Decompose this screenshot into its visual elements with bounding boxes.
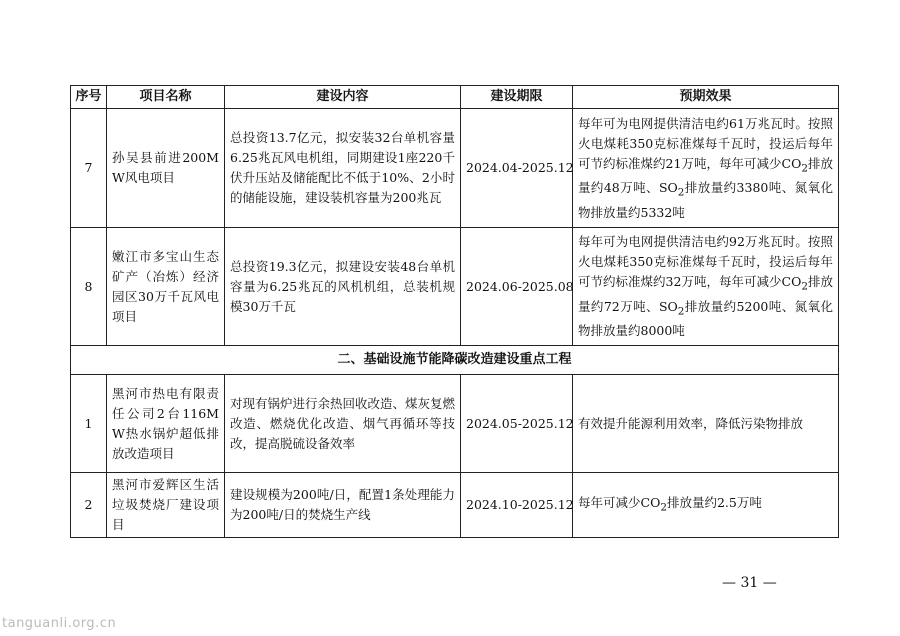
header-effect: 预期效果 — [573, 86, 839, 109]
subscript: 2 — [801, 280, 808, 293]
subscript: 2 — [677, 186, 685, 199]
row-no: 7 — [71, 109, 107, 228]
effect-part: 排放量约72万吨、SO — [578, 274, 833, 314]
section-row — [71, 346, 839, 375]
table-row — [71, 375, 839, 473]
header-period: 建设期限 — [461, 86, 573, 109]
effect-part: 每年可为电网提供清洁电约92万兆瓦时。按照火电煤耗350克标准煤每千瓦时，投运后每年可节约标准煤约32万吨，每年可减少CO — [578, 234, 833, 289]
table-row — [71, 109, 839, 228]
effect-part: 排放量约5200吨、氮氧化物排放量约8000吨 — [578, 298, 834, 338]
row-content: 总投资13.7亿元，拟安装32台单机容量6.25兆瓦风电机组，同期建设1座220千伏升压站及储能配比不低于10%、2小时的储能设施，建设装机容量为200兆瓦 — [225, 109, 461, 228]
row-effect — [573, 473, 839, 538]
header-name: 项目名称 — [107, 86, 225, 109]
row-content: 建设规模为200吨/日，配置1条处理能力为200吨/日的焚烧生产线 — [225, 473, 461, 538]
row-period: 2024.06-2025.08 — [461, 228, 573, 346]
row-name: 嫩江市多宝山生态矿产（冶炼）经济园区30万千瓦风电项目 — [107, 228, 225, 346]
subscript: 2 — [660, 501, 667, 514]
projects-table — [70, 85, 839, 538]
section-title: 二、基础设施节能降碳改造建设重点工程 — [71, 346, 839, 375]
row-name: 黑河市爱辉区生活垃圾焚烧厂建设项目 — [107, 473, 225, 538]
effect-part: 排放量约48万吨、SO — [578, 155, 833, 195]
effect-part: 每年可为电网提供清洁电约61万兆瓦时。按照火电煤耗350克标准煤每千瓦时，投运后每年可节约标准煤约21万吨，每年可减少CO — [578, 115, 833, 171]
effect-part: 排放量约3380吨、氮氧化物排放量约5332吨 — [578, 180, 834, 220]
effect-part: 每年可减少CO — [578, 494, 661, 510]
row-effect: 有效提升能源利用效率，降低污染物排放 — [573, 375, 839, 473]
header-no: 序号 — [71, 86, 107, 109]
row-effect — [573, 228, 839, 346]
row-no: 8 — [71, 228, 107, 346]
row-no: 1 — [71, 375, 107, 473]
row-content: 对现有锅炉进行余热回收改造、煤灰复燃改造、燃烧优化改造、烟气再循环等技改，提高脱硫设备效率 — [225, 375, 461, 473]
table-row — [71, 473, 839, 538]
page-number: — 31 — — [722, 575, 777, 591]
table-row — [71, 228, 839, 346]
watermark-text: tanguanli.org.cn — [2, 616, 117, 631]
row-name: 孙吴县前进200MW风电项目 — [107, 109, 225, 228]
effect-part: 排放量约2.5万吨 — [666, 494, 762, 510]
row-effect — [573, 109, 839, 228]
row-content: 总投资19.3亿元，拟建设安装48台单机容量为6.25兆瓦的风机机组，总装机规模30万千瓦 — [225, 228, 461, 346]
table-header-row — [71, 86, 839, 109]
row-name: 黑河市热电有限责任公司2台116MW热水锅炉超低排放改造项目 — [107, 375, 225, 473]
row-period: 2024.05-2025.12 — [461, 375, 573, 473]
subscript: 2 — [801, 162, 808, 174]
row-no: 2 — [71, 473, 107, 538]
header-content: 建设内容 — [225, 86, 461, 109]
subscript: 2 — [677, 305, 685, 317]
row-period: 2024.04-2025.12 — [461, 109, 573, 228]
row-period: 2024.10-2025.12 — [461, 473, 573, 538]
